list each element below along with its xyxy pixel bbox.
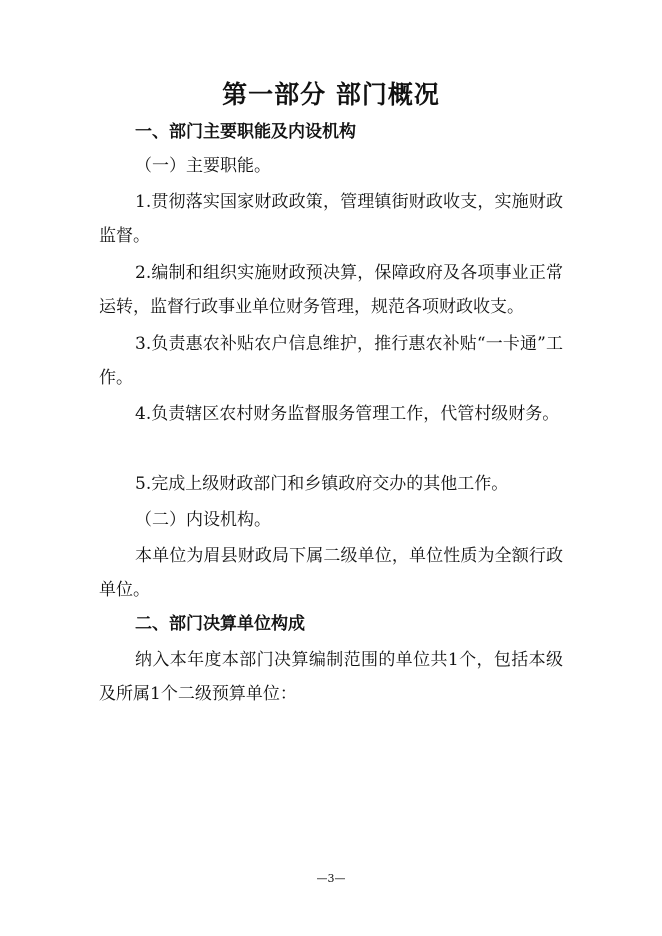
page-number: —3— — [316, 872, 346, 885]
subsection-heading-main-functions: （一）主要职能。 — [135, 156, 271, 176]
function-item-5: 5.完成上级财政部门和乡镇政府交办的其他工作。 — [135, 474, 509, 494]
page-title: 第一部分 部门概况 — [222, 80, 440, 109]
function-item-2: 2.编制和组织实施财政预决算，保障政府及各项事业正常运转，监督行政事业单位财务管理，规范各项财政收支。 — [99, 263, 563, 317]
subsection-heading-internal-structure: （二）内设机构。 — [135, 510, 271, 530]
function-item-4: 4.负责辖区农村财务监督服务管理工作，代管村级财务。 — [135, 404, 560, 424]
function-item-1: 1.贯彻落实国家财政政策，管理镇街财政收支，实施财政监督。 — [99, 192, 563, 246]
internal-structure-text: 本单位为眉县财政局下属二级单位，单位性质为全额行政单位。 — [99, 546, 563, 600]
function-item-3: 3.负责惠农补贴农户信息维护，推行惠农补贴“一卡通”工作。 — [99, 334, 563, 388]
units-text: 纳入本年度本部门决算编制范围的单位共1个，包括本级及所属1个二级预算单位： — [99, 650, 563, 704]
section-heading-functions: 一、部门主要职能及内设机构 — [135, 122, 356, 142]
section-heading-units: 二、部门决算单位构成 — [135, 614, 305, 634]
